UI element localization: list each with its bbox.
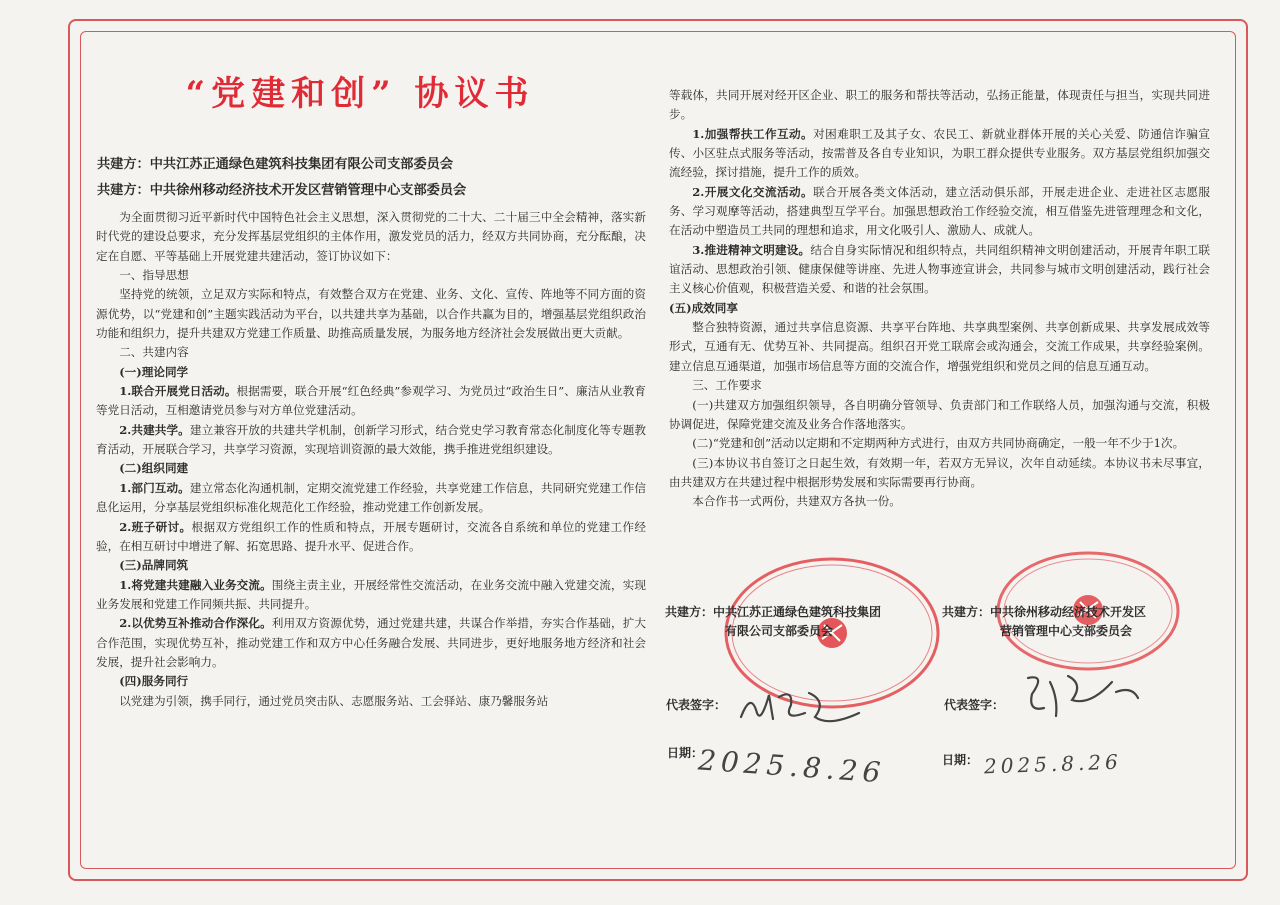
subsection-heading: (一)理论同学 <box>119 364 189 379</box>
item-lead: 3.推进精神文明建设。 <box>692 242 811 257</box>
paragraph <box>96 382 646 421</box>
item-text: 建立兼容开放的共建共学机制，创新学习形式，结合党史学习教育常态化制度化等专题教育活动，开展联合学习，共享学习资源，实现培训资源的最大效能，携手推进党组织建设。 <box>96 422 646 457</box>
item-text: 根据需要，联合开展“红色经典”参观学习、为党员过“政治生日”、廉洁从业教育等党日活动，互相邀请党员参与对方单位党建活动。 <box>96 384 646 418</box>
paragraph: (一)共建双方加强组织领导，各自明确分管领导、负责部门和工作联络人员，加强沟通与交流，积极协调促进，保障党建交流及业务合作落地落实。 <box>669 397 1210 431</box>
item-lead: 1.部门互动。 <box>119 480 190 495</box>
item-text: 根据双方党组织工作的性质和特点，开展专题研讨，交流各自系统和单位的党建工作经验，在相互研讨中增进了解、拓宽思路、提升水平、促进合作。 <box>96 519 646 553</box>
paragraph <box>96 518 646 557</box>
subsection-heading: (四)服务同行 <box>119 674 189 689</box>
paragraph: (三)本协议书自签订之日起生效，有效期一年，若双方无异议，次年自动延续。本协议书未尽事宜，由共建双方在共建过程中根据形势发展和实际需要再行协商。 <box>669 455 1210 489</box>
item-lead: 2.共建共学。 <box>119 422 190 437</box>
item-lead: 1.将党建共建融入业务交流。 <box>119 577 272 592</box>
handwritten-date-right: 2025.8.26 <box>983 749 1123 779</box>
sign-party-right-line1: 共建方：中共徐州移动经济技术开发区 <box>942 605 1147 619</box>
subsection-heading: (三)品牌同筑 <box>119 558 189 573</box>
item-text: 围绕主责主业，开展经常性交流活动，在业务交流中融入党建交流，实现业务发展和党建工作同频共振、共同提升。 <box>96 577 646 611</box>
date-label-left: 日期： <box>667 746 704 760</box>
signature-left <box>735 683 865 731</box>
date-label-right: 日期： <box>942 753 979 767</box>
paragraph <box>669 125 1210 183</box>
document-title: “党建和创” 协议书 <box>185 74 535 114</box>
rep-label-right: 代表签字： <box>944 698 1005 712</box>
item-text: 利用双方资源优势，通过党建共建，共谋合作举措，夯实合作基础，扩大合作范围，实现优势互补，推动党建工作和双方中心任务融合发展、共同进步，更好地服务地方经济和社会发展，提升社会影响力。 <box>96 616 646 669</box>
paragraph <box>96 421 646 460</box>
sign-block-left <box>665 603 881 641</box>
sign-party-left-line1: 共建方：中共江苏正通绿色建筑科技集团 <box>665 605 882 619</box>
sign-party-right-line2: 营销管理中心支部委员会 <box>1000 624 1133 638</box>
paragraph: 等载体，共同开展对经开区企业、职工的服务和帮扶等活动，弘扬正能量，体现责任与担当，实现共同进步。 <box>669 88 1210 122</box>
sign-party-left-line2: 有限公司支部委员会 <box>725 624 834 638</box>
item-lead: 2.开展文化交流活动。 <box>692 184 814 199</box>
section-heading: 三、工作要求 <box>692 378 762 393</box>
section-heading: 一、指导思想 <box>119 268 189 283</box>
item-text: 结合自身实际情况和组织特点，共同组织精神文明创建活动，开展青年职工联谊活动、思想政治引领、健康保健等讲座、先进人物事迹宣讲会，共同参与城市文明创建活动，践行社会主义核心价值观，积极营造关爱、和谐的社会氛围。 <box>669 242 1210 296</box>
paragraph: 以党建为引领，携手同行，通过党员突击队、志愿服务站、工会驿站、康乃馨服务站 <box>119 693 549 708</box>
party-b: 共建方：中共徐州移动经济技术开发区营销管理中心支部委员会 <box>97 183 467 198</box>
paragraph <box>96 614 646 672</box>
handwritten-date-left: 2025.8.26 <box>697 743 887 790</box>
party-a: 共建方：中共江苏正通绿色建筑科技集团有限公司支部委员会 <box>97 157 454 172</box>
item-lead: 2.以优势互补推动合作深化。 <box>119 616 272 631</box>
sign-block-right <box>942 603 1146 641</box>
subsection-heading: (五)成效同享 <box>669 300 738 315</box>
rep-label-left: 代表签字： <box>666 698 727 712</box>
item-lead: 2.班子研讨。 <box>119 519 192 534</box>
subsection-heading: (二)组织同建 <box>119 461 189 476</box>
item-lead: 1.加强帮扶工作互动。 <box>692 126 814 141</box>
paragraph: 坚持党的统领，立足双方实际和特点，有效整合双方在党建、业务、文化、宣传、阵地等不同方面的资源优势，以“党建和创”主题实践活动为平台，以共建共享为基础，以合作共赢为目的，增强基层党组织政治功能和组织力，提升共建双方党建工作质量、助推高质量发展，为服务地方经济社会发展做出更大贡献。 <box>96 287 646 341</box>
item-lead: 1.联合开展党日活动。 <box>119 384 237 399</box>
intro-paragraph: 为全面贯彻习近平新时代中国特色社会主义思想，深入贯彻党的二十大、二十届三中全会精神，落实新时代党的建设总要求，充分发挥基层党组织的主体作用，激发党员的活力，经双方共同协商，充分酝酿，决定在自愿、平等基础上开展党建共建活动，签订协议如下： <box>96 210 646 263</box>
item-text: 建立常态化沟通机制，定期交流党建工作经验，共享党建工作信息，共同研究党建工作信息化运用，分享基层党组织标准化规范化工作经验，推动党建工作创新发展。 <box>96 480 646 515</box>
item-text: 对困难职工及其子女、农民工、新就业群体开展的关心关爱、防通信诈骗宣传、小区驻点式服务等活动，按需普及各自专业知识，为职工群众提供专业服务。双方基层党组织加强交流经验，探讨措施，提升工作的质效。 <box>669 126 1210 180</box>
item-text: 联合开展各类文体活动，建立活动俱乐部，开展走进企业、走进社区志愿服务、学习观摩等活动，搭建典型互学平台。加强思想政治工作经验交流，相互借鉴先进管理理念和文化，在活动中塑造员工共同的理想和追求，用文化吸引人、激励人、成就人。 <box>669 184 1210 238</box>
paragraph <box>669 183 1210 241</box>
left-column <box>96 208 646 711</box>
paragraph: (二)“党建和创”活动以定期和不定期两种方式进行，由双方共同协商确定，一般一年不少于1次。 <box>692 436 1185 451</box>
paragraph <box>96 479 646 518</box>
paragraph: 整合独特资源，通过共享信息资源、共享平台阵地、共享典型案例、共享创新成果、共享发展成效等形式，互通有无、优势互补、共同提高。组织召开党工联席会或沟通会，交流工作成果，共享经验案例。建立信息互通渠道，加强市场信息等方面的交流合作，增强党组织和党员之间的信息互通互动。 <box>669 320 1210 373</box>
paragraph <box>96 576 646 615</box>
closing-line: 本合作书一式两份，共建双方各执一份。 <box>692 494 901 509</box>
paragraph <box>669 241 1210 299</box>
signature-right <box>1020 668 1150 724</box>
right-column <box>669 86 1210 512</box>
section-heading: 二、共建内容 <box>119 345 189 360</box>
